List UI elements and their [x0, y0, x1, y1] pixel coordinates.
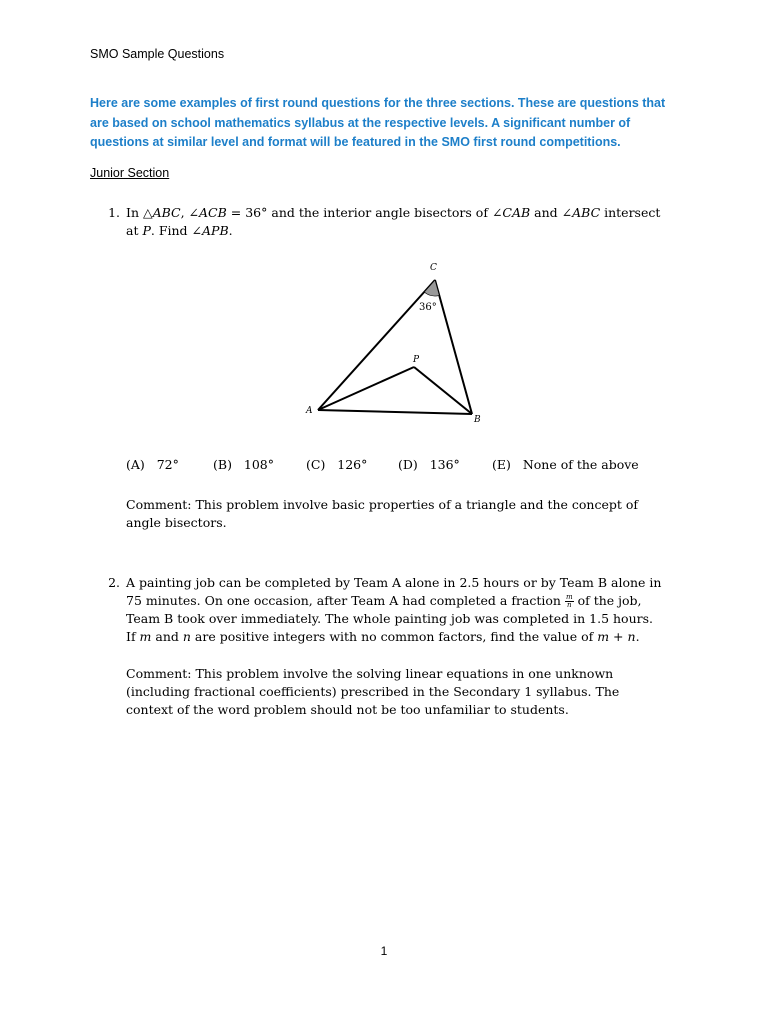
vertex-label-c: C: [430, 263, 437, 273]
question-1-number: 1.: [108, 205, 120, 220]
choice-a: (A) 72°: [126, 457, 179, 472]
bisector-bp: [414, 367, 472, 414]
bisector-ap: [318, 367, 414, 410]
choice-b: (B) 108°: [213, 457, 274, 472]
angle-label-c: 36°: [419, 302, 437, 313]
question-2-text: A painting job can be completed by Team A alone in 2.5 hours or by Team B alone in 75 minutes. On one occasion, after Team A had completed a fraction $\frac{m}{n}$ of the job, Team B took over immediately. The whole painting job was completed in 1.5 hours. If m and n are positive integers with no common factors, find the value of m + n.: [126, 575, 662, 644]
point-label-p: P: [413, 355, 420, 365]
question-2-number: 2.: [108, 575, 120, 590]
triangle-figure: [300, 255, 490, 425]
page-number: 1: [380, 944, 388, 958]
choice-d: (D) 136°: [398, 457, 460, 472]
side-ac: [318, 280, 435, 410]
fraction-m-over-n: $\frac{m}{n}$: [565, 593, 573, 609]
choice-c: (C) 126°: [306, 457, 368, 472]
side-cb: [435, 280, 472, 414]
vertex-label-a: A: [306, 406, 313, 416]
question-1-comment: Comment: This problem involve basic properties of a triangle and the concept of angle bisectors.: [126, 497, 639, 530]
document-header: SMO Sample Questions: [90, 47, 225, 61]
question-1-text: In △ABC, ∠ACB = 36° and the interior angle bisectors of ∠CAB and ∠ABC intersect at P. Find ∠APB.: [126, 205, 661, 238]
side-ab: [318, 410, 472, 414]
section-heading: Junior Section: [90, 166, 170, 180]
vertex-label-b: B: [474, 415, 481, 425]
choice-e: (E) None of the above: [492, 457, 639, 472]
intro-paragraph: Here are some examples of first round questions for the three sections. These are questions that are based on school mathematics syllabus at the respective levels. A significant number of questions at similar level and format will be featured in the SMO first round competitions.: [90, 96, 666, 149]
question-2-comment: Comment: This problem involve the solving linear equations in one unknown (including fractional coefficients) prescribed in the Secondary 1 syllabus. The context of the word problem should not be too unfamiliar to students.: [126, 666, 620, 717]
